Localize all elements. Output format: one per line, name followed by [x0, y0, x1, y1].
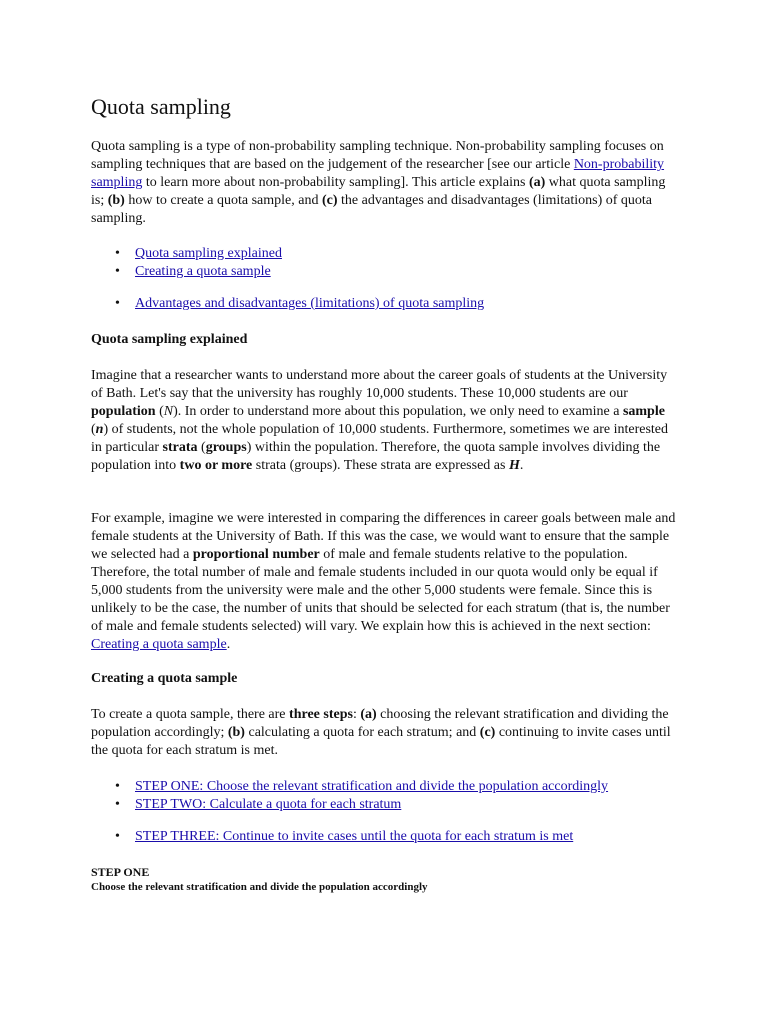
toc-link-quota-sampling-explained[interactable]: Quota sampling explained [135, 246, 282, 261]
toc-link-advantages-disadvantages[interactable]: Advantages and disadvantages (limitations) of quota sampling [135, 296, 485, 311]
s1p1-text: ( [197, 440, 206, 455]
steps-list-1 [91, 778, 608, 814]
intro-text-5: the advantages and disadvantages (limitations) of quota sampling. [91, 193, 653, 226]
intro-text-1: Quota sampling is a type of non-probability sampling technique. Non-probability sampling focuses on sampling techniques that are based on the judgement of the researcher [see our article [91, 139, 664, 172]
toc-link-creating-a-quota-sample[interactable]: Creating a quota sample [135, 264, 271, 279]
bullet-icon: • [115, 797, 120, 812]
toc-list-2 [91, 295, 484, 313]
s1p2-text: For example, imagine we were interested in comparing the differences in career goals between male and female students at the University of Bath. If this was the case, we would want to ensure that the sample we selected had a [91, 511, 676, 562]
steps-list-2 [91, 828, 573, 846]
step-three-link[interactable]: STEP THREE: Continue to invite cases until the quota for each stratum is met [135, 829, 574, 844]
s1p1-text: Imagine that a researcher wants to understand more about the career goals of students at the University of Bath. Let's say that the university has roughly 10,000 students. These 10,000 students are our [91, 368, 668, 401]
intro-text-3: what quota sampling is; [91, 175, 666, 208]
s2p1-text: To create a quota sample, there are [91, 707, 290, 722]
s1p1-text: ( [155, 404, 164, 419]
toc-item [91, 245, 282, 263]
s1p1-text: ( [91, 422, 96, 437]
bullet-icon: • [115, 829, 120, 844]
term-population: population [91, 404, 156, 419]
s2p1-text: : [352, 707, 361, 722]
step-one-link[interactable]: STEP ONE: Choose the relevant stratification and divide the population accordingly [135, 779, 609, 794]
s1p1-text: ) of students, not the whole population of 10,000 students. Furthermore, sometimes we are interested in particular [91, 422, 669, 455]
intro-text-2: to learn more about non-probability sampling]. This article explains [142, 175, 529, 190]
step-b-marker: (b) [227, 725, 245, 740]
s1p2-text: of male and female students relative to the population. Therefore, the total number of male and female students included in our quota would only be equal if 5,000 students from the university were male and the other 5,000 students were female. Since this is unlikely to be the case, the number of units that should be selected for each stratum (that is, the number of male and female students selected) will vary. We explain how this is achieved in the next section: [91, 547, 670, 634]
section1-paragraph-2 [91, 510, 681, 654]
step-a-marker: (a) [360, 707, 377, 722]
s2p1-text: continuing to invite cases until the quota for each stratum is met. [91, 725, 671, 758]
page-title: Quota sampling [91, 94, 231, 119]
steps-item [91, 828, 573, 846]
toc-item [91, 263, 282, 281]
s1p1-text: strata (groups). These strata are expressed as [252, 458, 509, 473]
s2p1-text: choosing the relevant stratification and dividing the population accordingly; [91, 707, 669, 740]
s2p1-text: calculating a quota for each stratum; and [244, 725, 480, 740]
bullet-icon: • [115, 779, 120, 794]
section-heading-quota-sampling-explained: Quota sampling explained [91, 332, 248, 347]
section2-paragraph-1 [91, 706, 681, 760]
symbol-N: N [163, 404, 174, 419]
intro-b-marker: (b) [107, 193, 125, 208]
term-three-steps: three steps [289, 707, 353, 722]
steps-item [91, 778, 608, 796]
non-probability-sampling-link[interactable]: Non-probability sampling [91, 157, 665, 190]
section-heading-creating-a-quota-sample: Creating a quota sample [91, 671, 238, 686]
s1p2-text: . [226, 637, 231, 652]
term-groups: groups [205, 440, 247, 455]
bullet-icon: • [115, 296, 120, 311]
intro-text-4: how to create a quota sample, and [124, 193, 322, 208]
step-one-label: STEP ONE [91, 865, 150, 879]
s1p1-text: . [519, 458, 524, 473]
intro-paragraph [91, 138, 681, 228]
term-sample: sample [622, 404, 665, 419]
toc-list-1 [91, 245, 282, 281]
step-c-marker: (c) [479, 725, 496, 740]
creating-a-quota-sample-link[interactable]: Creating a quota sample [91, 637, 227, 652]
term-strata: strata [162, 440, 198, 455]
term-two-or-more: two or more [179, 458, 253, 473]
s1p1-text: ). In order to understand more about this population, we only need to examine a [173, 404, 623, 419]
s1p1-text: ) within the population. Therefore, the quota sample involves dividing the population into [91, 440, 661, 473]
step-two-link[interactable]: STEP TWO: Calculate a quota for each stratum [135, 797, 402, 812]
step-one-subtitle: Choose the relevant stratification and divide the population accordingly [91, 881, 428, 893]
section1-paragraph-1 [91, 367, 681, 475]
symbol-n: n [95, 422, 104, 437]
toc-item [91, 295, 484, 313]
symbol-H: H [508, 458, 520, 473]
steps-item [91, 796, 608, 814]
bullet-icon: • [115, 264, 120, 279]
intro-c-marker: (c) [321, 193, 338, 208]
term-proportional-number: proportional number [192, 547, 320, 562]
intro-a-marker: (a) [528, 175, 546, 190]
bullet-icon: • [115, 246, 120, 261]
